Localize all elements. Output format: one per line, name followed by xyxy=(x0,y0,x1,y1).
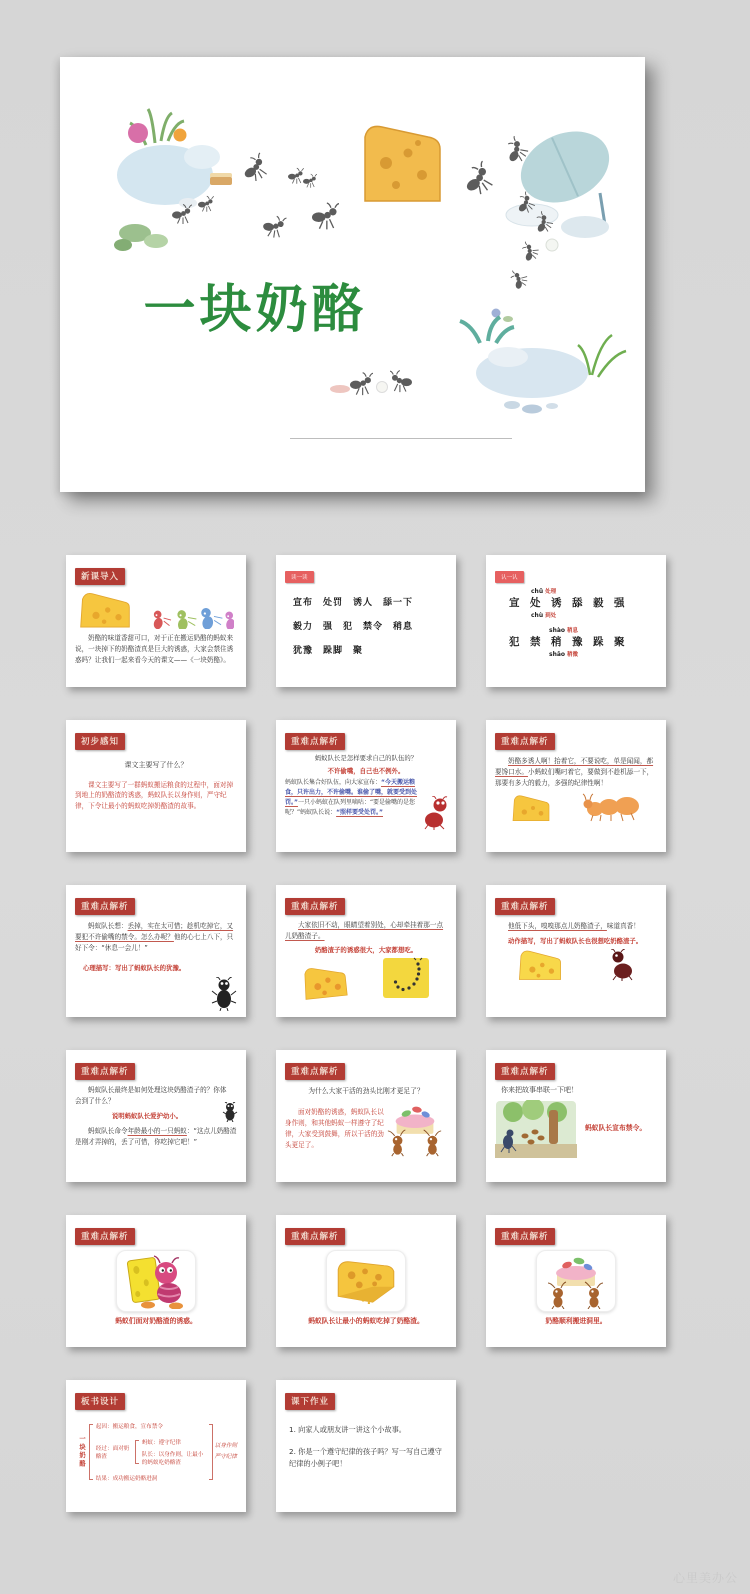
pinyin-bottom: chù xyxy=(531,611,544,619)
quote-text: “今天搬运粮食，只许出力，不许偷嘴。谁偷了嘴，就要受到处罚。” xyxy=(285,779,418,806)
answer-text: 不许偷嘴，自己也不例外。 xyxy=(327,766,405,775)
slide-thumb-9[interactable] xyxy=(486,885,666,1017)
slide-thumb-2[interactable] xyxy=(276,555,456,687)
section-badge: 重难点解析 xyxy=(285,1228,345,1245)
section-badge: 课下作业 xyxy=(285,1393,335,1410)
left-bracket xyxy=(89,1424,93,1480)
underlined-text: 他低下头，嗅嗅那点儿奶酪渣子， xyxy=(508,922,607,930)
pinyin-top: chǔ xyxy=(531,588,544,595)
illustration-frame xyxy=(536,1250,616,1312)
pinyin-top: shào xyxy=(549,627,566,635)
cover-illustration xyxy=(60,75,645,420)
underlined-text: 丢掉，实在太可惜；趁机吃掉它，又要犯不许偷嘴的禁令。怎么办呢？ xyxy=(75,922,234,941)
caption-text: 蚂蚁队长让最小的蚂蚁吃掉了奶酪渣。 xyxy=(308,1317,424,1325)
slide-thumb-13[interactable] xyxy=(66,1215,246,1347)
orange-ant-illustration xyxy=(581,792,643,822)
section-badge: 重难点解析 xyxy=(285,1063,345,1080)
cheese-illustration xyxy=(516,949,564,981)
slide-thumb-1[interactable] xyxy=(66,555,246,687)
question-text: 课文主要写了什么？ xyxy=(124,761,188,769)
slide-thumb-10[interactable] xyxy=(66,1050,246,1182)
summary-line: 以身作则 xyxy=(214,1443,237,1450)
cartoon-ants-illustration xyxy=(138,587,234,629)
dark-ant-illustration xyxy=(606,949,636,981)
intro-paragraph: 奶酪的味道香甜可口，对于正在搬运奶酪的蚂蚁来说，一块掉下的奶酪渣真是巨大的诱惑，大家会禁住诱惑吗？让我们一起来看今天的课文——《一块奶酪》。 xyxy=(75,634,234,664)
underlined-text: 大家依旧不动，眼睛望着别处，心却牵挂着那一点儿奶酪渣子。 xyxy=(285,921,444,940)
slide-thumb-8[interactable] xyxy=(276,885,456,1017)
character-row: 宣 处 诱 舔 毅 强 xyxy=(509,597,625,610)
analysis-note: 心理描写：写出了蚂蚁队长的犹豫。 xyxy=(83,963,186,972)
section-badge: 重难点解析 xyxy=(495,1063,555,1080)
section-badge: 重难点解析 xyxy=(285,733,345,750)
cover-divider-line xyxy=(290,438,512,439)
diagram-summary xyxy=(215,1441,237,1462)
pinyin-word: 到处 xyxy=(545,612,557,619)
question-text: 蚂蚁队长是怎样要求自己的队伍的？ xyxy=(314,754,418,762)
body-text: 味道真香！ xyxy=(606,922,640,930)
ant-with-cheese-illustration xyxy=(124,1253,188,1309)
summary-line: 严守纪律 xyxy=(214,1454,237,1460)
question-text: 蚂蚁队长最终是如何处理这块奶酪渣子的？你体会到了什么？ xyxy=(75,1086,227,1105)
body-text: 蚂蚁队长命令 xyxy=(88,1127,128,1136)
site-watermark: 心里美办公 xyxy=(672,1571,738,1585)
diagram-subbranch: 蚂蚁：遵守纪律 xyxy=(141,1440,181,1446)
section-badge: 重难点解析 xyxy=(495,898,555,915)
section-badge: 重难点解析 xyxy=(495,1228,555,1245)
ants-carrying-cake-illustration xyxy=(538,1253,614,1309)
caption-text: 奶酪顺利搬进洞里。 xyxy=(545,1317,607,1325)
section-badge: 板书设计 xyxy=(75,1393,125,1410)
section-badge: 重难点解析 xyxy=(75,1228,135,1245)
underlined-text: 奶酪多诱人啊！抬着它，不要说吃，单是闻闻，都要馋口水。 xyxy=(495,757,654,776)
answer-text: 面对奶酪的诱惑，蚂蚁队长以身作则，和其他蚂蚁一样遵守了纪律，大家受到鼓舞，所以干活的劲头更足了。 xyxy=(285,1108,384,1150)
cheese-illustration xyxy=(510,794,552,822)
pinyin-word: 处理 xyxy=(545,589,557,595)
prompt-text: 你来把故事串联一下吧！ xyxy=(501,1086,578,1094)
pinyin-word: 稍微 xyxy=(567,651,579,658)
slide-thumb-5[interactable] xyxy=(276,720,456,852)
illustration-frame xyxy=(116,1250,196,1312)
question-text: 为什么大家干活的劲头比刚才更足了？ xyxy=(308,1087,424,1095)
pinyin-word: 稍息 xyxy=(567,628,579,635)
ants-carrying-cake-illustration xyxy=(385,1101,445,1157)
underlined-text: 年龄最小的一只蚂蚁 xyxy=(127,1127,187,1136)
slides-grid xyxy=(66,555,666,1512)
cheese-illustration xyxy=(334,1258,398,1304)
forest-scene-illustration xyxy=(495,1100,577,1158)
slide-thumb-12[interactable] xyxy=(486,1050,666,1182)
ribbon-badge: 认一认 xyxy=(495,571,524,583)
diagram-branch: 起因：搬运粮食，宣布禁令 xyxy=(95,1424,163,1430)
answer-text: 说明蚂蚁队长爱护幼小。 xyxy=(111,1111,183,1120)
body-text: 一只小蚂蚁在队列里嘀咕：“要是偷嘴的是您呢？”蚂蚁队长说： xyxy=(285,798,416,816)
ant-line-illustration xyxy=(382,957,430,999)
slide-thumb-4[interactable] xyxy=(66,720,246,852)
illustration-frame xyxy=(326,1250,406,1312)
right-bracket xyxy=(209,1424,213,1480)
character-row: 犯 禁 稍 豫 跺 聚 xyxy=(509,636,625,649)
homework-item: 2. 你是一个遵守纪律的孩子吗？写一写自己遵守纪律的小例子吧！ xyxy=(289,1446,442,1468)
body-text: 蚂蚁队长集合好队伍，向大家宣布： xyxy=(285,779,382,787)
diagram-branch: 结果：成功搬运奶酪进洞 xyxy=(95,1476,158,1482)
section-badge: 重难点解析 xyxy=(75,898,135,915)
caption-text: 蚂蚁们面对奶酪渣的诱惑。 xyxy=(115,1317,197,1325)
word-row: 毅力 强 犯 禁令 稍息 xyxy=(293,622,414,632)
slide-thumb-11[interactable] xyxy=(276,1050,456,1182)
body-text: 小蚂蚁们嘴叼着它，要做到不趁机舔一下，那要有多大的毅力，多强的纪律性啊！ xyxy=(495,767,654,787)
analysis-note: 动作描写，写出了蚂蚁队长也很想吃奶酪渣子。 xyxy=(508,936,643,945)
black-ant-illustration xyxy=(210,977,238,1011)
quote-text: “照样要受处罚。” xyxy=(336,808,383,816)
slide-thumb-17[interactable] xyxy=(276,1380,456,1512)
pinyin-group-1 xyxy=(509,588,657,620)
cover-slide[interactable] xyxy=(60,57,645,492)
pinyin-group-2 xyxy=(509,627,657,659)
board-diagram xyxy=(75,1422,237,1482)
slide-thumb-14[interactable] xyxy=(276,1215,456,1347)
cheese-illustration xyxy=(300,963,349,1002)
word-row: 宣布 处罚 诱人 舔一下 xyxy=(293,598,414,608)
section-badge: 重难点解析 xyxy=(285,898,345,915)
slide-thumb-6[interactable] xyxy=(486,720,666,852)
diagram-subbranch: 队长：以身作则，让最小的蚂蚁吃奶酪渣 xyxy=(141,1452,204,1466)
ribbon-badge: 读一读 xyxy=(285,571,314,583)
answer-text: 课文主要写了一群蚂蚁搬运粮食的过程中，面对掉到地上的奶酪渣的诱惑，蚂蚁队长以身作则，严守纪律，下令让最小的蚂蚁吃掉奶酪渣的故事。 xyxy=(75,780,234,811)
pinyin-bottom: shāo xyxy=(549,650,566,658)
cheese-illustration xyxy=(78,591,132,629)
section-badge: 初步感知 xyxy=(75,733,125,750)
caption-text: 蚂蚁队长宣布禁令。 xyxy=(585,1123,647,1132)
diagram-branch: 经过：面对奶酪渣 xyxy=(95,1446,130,1460)
red-ant-illustration xyxy=(422,796,452,830)
body-text: ：“这点儿奶酪渣是刚才弄掉的，丢了可惜，你吃掉它吧！” xyxy=(75,1127,237,1147)
analysis-note: 奶酪渣子的诱惑很大，大家都想吃。 xyxy=(314,945,418,954)
homework-item: 1. 向家人或朋友讲一讲这个小故事。 xyxy=(289,1425,406,1434)
section-badge: 重难点解析 xyxy=(75,1063,135,1080)
slide-thumb-7[interactable] xyxy=(66,885,246,1017)
section-badge: 重难点解析 xyxy=(495,733,555,750)
diagram-root: 一块奶酪 xyxy=(78,1435,85,1469)
word-row: 犹豫 跺脚 聚 xyxy=(293,646,364,656)
body-text: 蚂蚁队长想： xyxy=(88,922,128,930)
section-badge: 新课导入 xyxy=(75,568,125,585)
slide-thumb-16[interactable] xyxy=(66,1380,246,1512)
slide-thumb-3[interactable] xyxy=(486,555,666,687)
cover-title: 一块奶酪 xyxy=(143,280,368,340)
small-ant-icon xyxy=(222,1102,238,1122)
body-text: 他的心七上八下，只好下令：“休息一会儿！” xyxy=(75,932,234,952)
slide-thumb-15[interactable] xyxy=(486,1215,666,1347)
left-bracket xyxy=(135,1440,139,1464)
